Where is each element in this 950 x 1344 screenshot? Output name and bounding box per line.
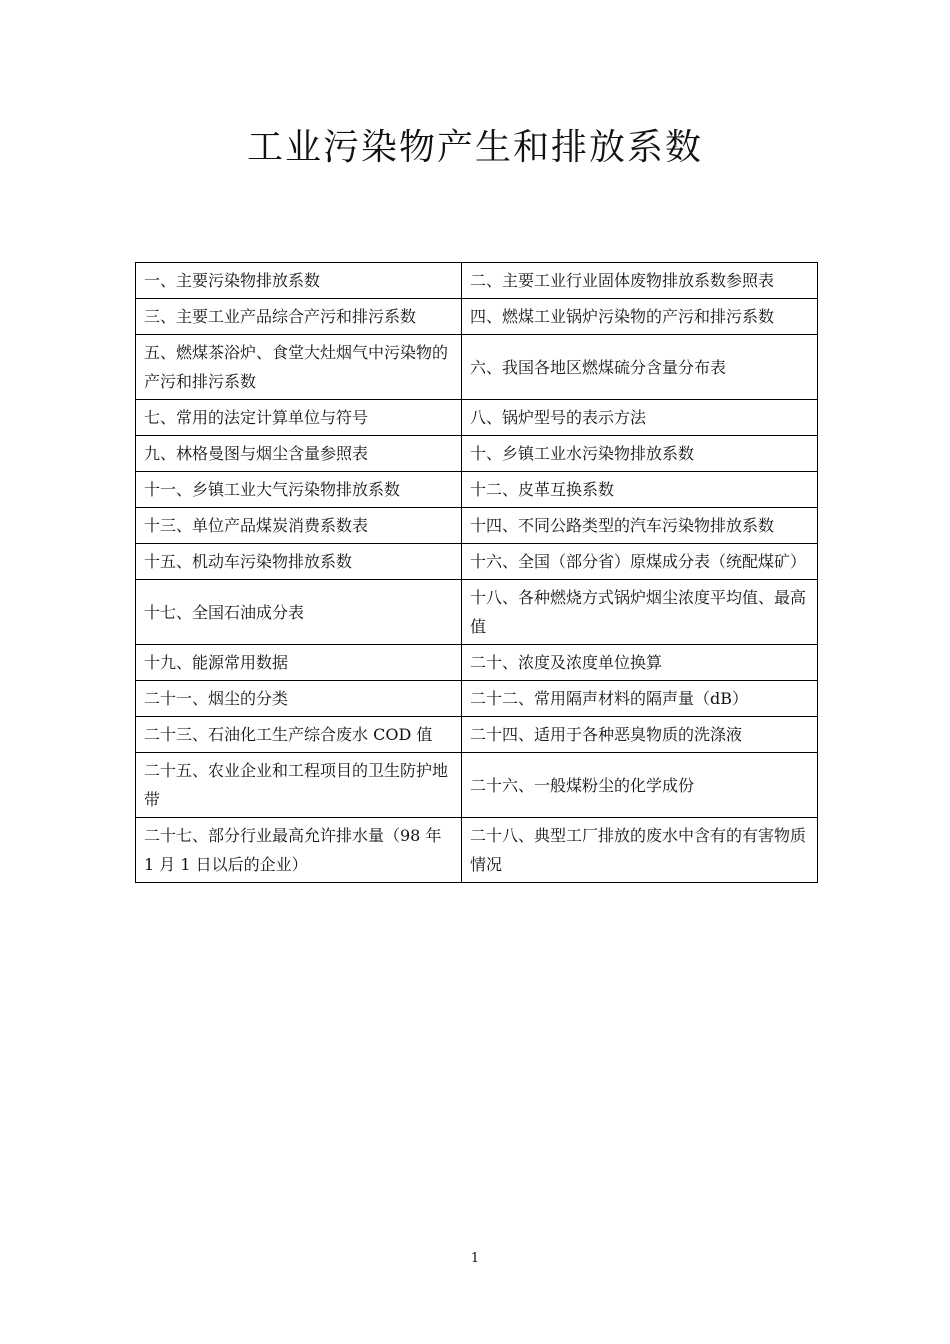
table-cell-left: 九、林格曼图与烟尘含量参照表 bbox=[136, 436, 462, 472]
table-row bbox=[136, 400, 818, 436]
table-cell-right: 十四、不同公路类型的汽车污染物排放系数 bbox=[461, 508, 817, 544]
table-row bbox=[136, 681, 818, 717]
table-cell-left: 二十三、石油化工生产综合废水 COD 值 bbox=[136, 717, 462, 753]
table-row bbox=[136, 717, 818, 753]
table-cell-right: 八、锅炉型号的表示方法 bbox=[461, 400, 817, 436]
table-cell-right: 十六、全国（部分省）原煤成分表（统配煤矿） bbox=[461, 544, 817, 580]
table-cell-right: 十、乡镇工业水污染物排放系数 bbox=[461, 436, 817, 472]
table-row bbox=[136, 472, 818, 508]
table-cell-right: 二十二、常用隔声材料的隔声量（dB） bbox=[461, 681, 817, 717]
table-row bbox=[136, 335, 818, 400]
page-title: 工业污染物产生和排放系数 bbox=[246, 127, 703, 168]
table-cell-left: 十一、乡镇工业大气污染物排放系数 bbox=[136, 472, 462, 508]
table-row bbox=[136, 753, 818, 818]
table-cell-right: 二十四、适用于各种恶臭物质的洗涤液 bbox=[461, 717, 817, 753]
table-cell-left: 一、主要污染物排放系数 bbox=[136, 263, 462, 299]
table-cell-right: 四、燃煤工业锅炉污染物的产污和排污系数 bbox=[461, 299, 817, 335]
table-cell-right: 十二、皮革互换系数 bbox=[461, 472, 817, 508]
table-row bbox=[136, 263, 818, 299]
table-cell-right: 十八、各种燃烧方式锅炉烟尘浓度平均值、最高值 bbox=[461, 580, 817, 645]
table-cell-left: 十三、单位产品煤炭消费系数表 bbox=[136, 508, 462, 544]
table-cell-left: 二十五、农业企业和工程项目的卫生防护地带 bbox=[136, 753, 462, 818]
table-row bbox=[136, 299, 818, 335]
table-row bbox=[136, 818, 818, 883]
contents-table-body bbox=[136, 263, 818, 883]
table-cell-left: 二十七、部分行业最高允许排水量（98 年 1 月 1 日以后的企业） bbox=[136, 818, 462, 883]
table-row bbox=[136, 508, 818, 544]
page-number: 1 bbox=[470, 1251, 480, 1266]
table-row bbox=[136, 544, 818, 580]
table-cell-left: 二十一、烟尘的分类 bbox=[136, 681, 462, 717]
table-cell-right: 二十六、一般煤粉尘的化学成份 bbox=[461, 753, 817, 818]
table-cell-left: 七、常用的法定计算单位与符号 bbox=[136, 400, 462, 436]
table-cell-right: 二、主要工业行业固体废物排放系数参照表 bbox=[461, 263, 817, 299]
table-cell-left: 十五、机动车污染物排放系数 bbox=[136, 544, 462, 580]
table-cell-left: 五、燃煤茶浴炉、食堂大灶烟气中污染物的产污和排污系数 bbox=[136, 335, 462, 400]
table-row bbox=[136, 580, 818, 645]
table-cell-left: 三、主要工业产品综合产污和排污系数 bbox=[136, 299, 462, 335]
table-cell-right: 二十八、典型工厂排放的废水中含有的有害物质情况 bbox=[461, 818, 817, 883]
table-row bbox=[136, 645, 818, 681]
table-cell-right: 六、我国各地区燃煤硫分含量分布表 bbox=[461, 335, 817, 400]
table-row bbox=[136, 436, 818, 472]
table-cell-left: 十九、能源常用数据 bbox=[136, 645, 462, 681]
contents-table bbox=[135, 262, 818, 883]
table-cell-right: 二十、浓度及浓度单位换算 bbox=[461, 645, 817, 681]
table-cell-left: 十七、全国石油成分表 bbox=[136, 580, 462, 645]
